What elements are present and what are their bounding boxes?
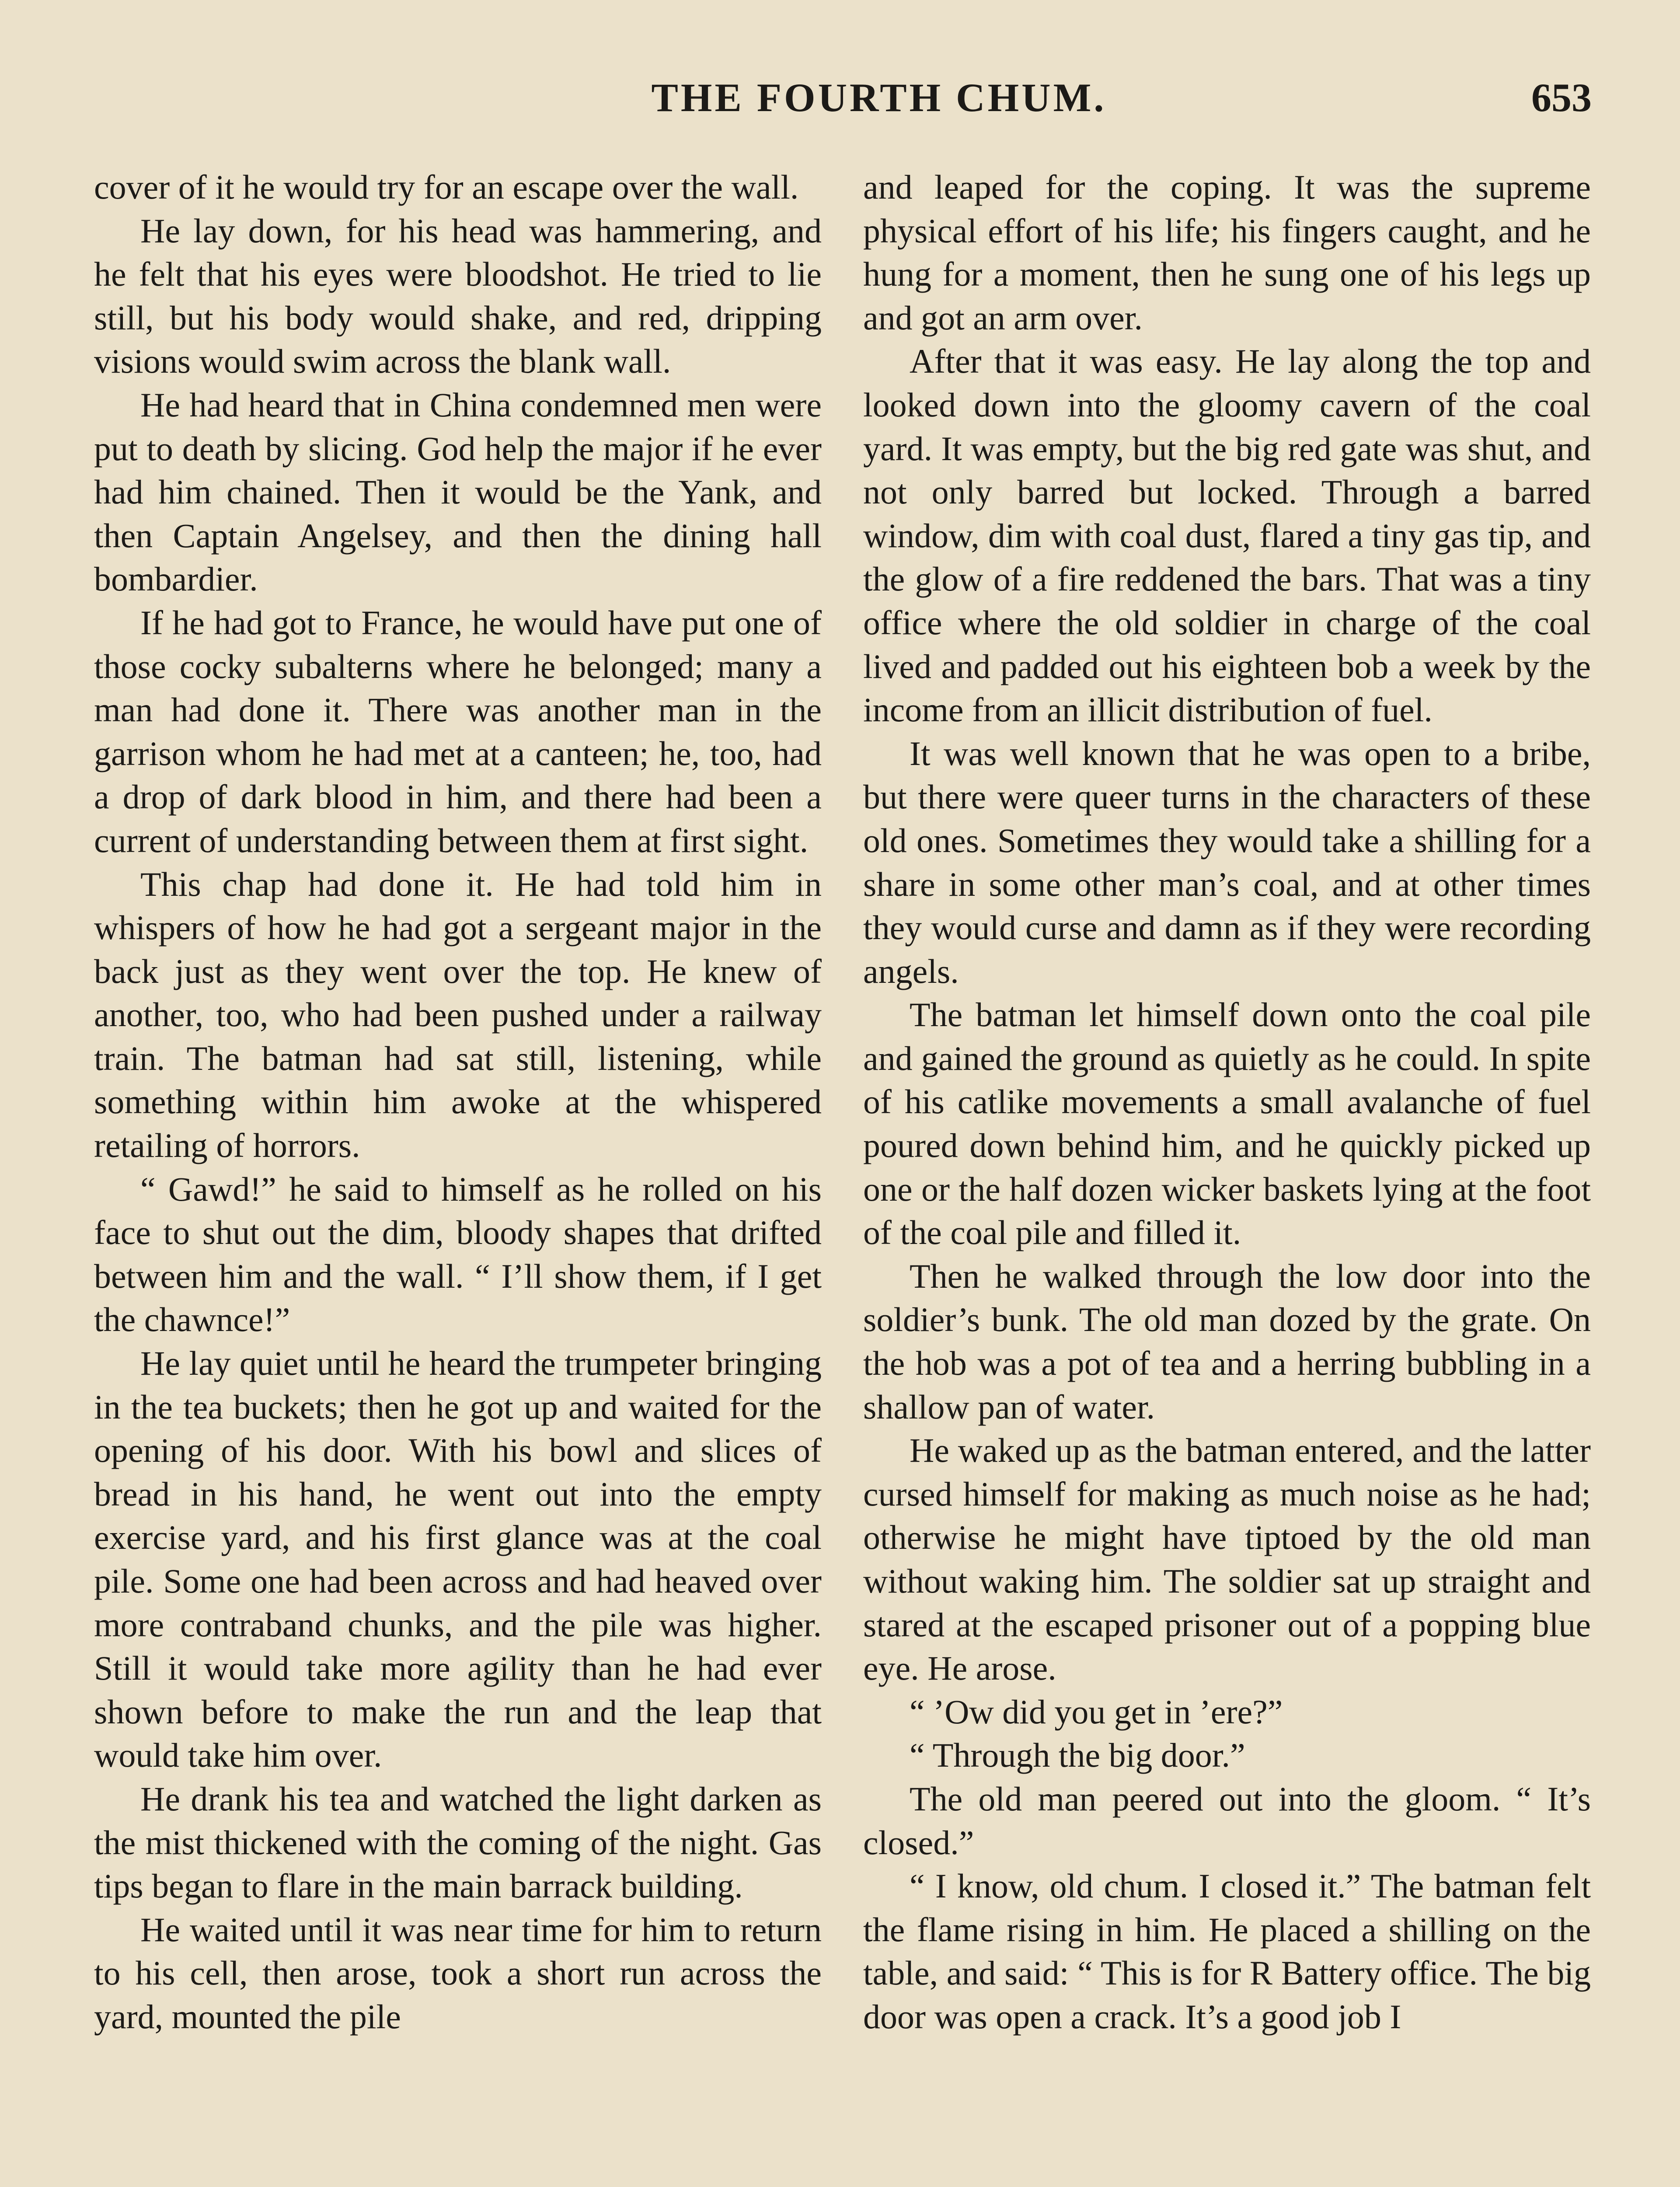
paragraph: “ I know, old chum. I closed it.” The batman felt the flame rising in him. He placed a shilling on the table, and said: “ This is for R Battery office. The big door was open a crack. It’s a good job I (863, 1867, 1591, 2036)
paragraph: If he had got to France, he would have put one of those cocky subalterns where he belonged; many a man had done it. There was another man in the garrison whom he had met at a canteen; he, too, had a drop of dark blood in him, and there had been a current of understanding between them at first sight. (94, 603, 822, 859)
paragraph: He waked up as the batman entered, and the latter cursed himself for making as much noise as he had; otherwise he might have tiptoed by the old man without waking him. The soldier sat up straight and stared at the escaped prisoner out of a popping blue eye. He arose. (863, 1431, 1591, 1687)
paragraph: The batman let himself down onto the coal pile and gained the ground as quietly as he could. In spite of his catlike movements a small avalanche of fuel poured down behind him, and he quickly picked up one or the half dozen wicker baskets lying at the foot of the coal pile and filled it. (863, 996, 1591, 1252)
right-text-column (863, 165, 1591, 2039)
paragraph: “ Gawd!” he said to himself as he rolled on his face to shut out the dim, bloody shapes that drifted between him and the wall. “ I’ll show them, if I get the chawnce!” (94, 1170, 822, 1339)
paragraph: He drank his tea and watched the light darken as the mist thickened with the coming of the night. Gas tips began to flare in the main barrack building. (94, 1779, 822, 1905)
page-number: 653 (1531, 75, 1592, 120)
paragraph: “ ’Ow did you get in ’ere?” (910, 1692, 1283, 1731)
left-text-column (94, 165, 822, 2039)
paragraph: “ Through the big door.” (910, 1736, 1245, 1775)
running-title: THE FOURTH CHUM. (651, 75, 1107, 120)
paragraph: He had heard that in China condemned men were put to death by slicing. God help the major if he ever had him chained. Then it would be the Yank, and then Captain Angelsey, and then the dining hall bombardier. (94, 385, 822, 598)
paragraph: The old man peered out into the gloom. “ It’s closed.” (863, 1779, 1591, 1862)
paragraph: Then he walked through the low door into the soldier’s bunk. The old man dozed by the grate. On the hob was a pot of tea and a herring bubbling in a shallow pan of water. (863, 1257, 1591, 1426)
paragraph: and leaped for the coping. It was the supreme physical effort of his life; his fingers caught, and he hung for a moment, then he sung one of his legs up and got an arm over. (863, 168, 1591, 337)
paragraph: He lay down, for his head was hammering, and he felt that his eyes were bloodshot. He tried to lie still, but his body would shake, and red, dripping visions would swim across the blank wall. (94, 211, 822, 381)
paragraph: He lay quiet until he heard the trumpeter bringing in the tea buckets; then he got up and waited for the opening of his door. With his bowl and slices of bread in his hand, he went out into the empty exercise yard, and his first glance was at the coal pile. Some one had been across and had heaved over more contraband chunks, and the pile was higher. Still it would take more agility than he had ever shown before to make the run and the leap that would take him over. (94, 1344, 822, 1775)
paragraph: After that it was easy. He lay along the top and looked down into the gloomy cavern of the coal yard. It was empty, but the big red gate was shut, and not only barred but locked. Through a barred window, dim with coal dust, flared a tiny gas tip, and the glow of a fire reddened the bars. That was a tiny office where the old soldier in charge of the coal lived and padded out his eighteen bob a week by the income from an illicit distribution of fuel. (863, 342, 1591, 729)
running-header (166, 74, 1592, 140)
paragraph: It was well known that he was open to a bribe, but there were queer turns in the characters of these old ones. Sometimes they would take a shilling for a share in some other man’s coal, and at other times they would curse and damn as if they were recording angels. (863, 734, 1591, 990)
paragraph: He waited until it was near time for him to return to his cell, then arose, took a short run across the yard, mounted the pile (94, 1910, 822, 2036)
paragraph: cover of it he would try for an escape over the wall. (94, 168, 799, 206)
paragraph: This chap had done it. He had told him in whispers of how he had got a sergeant major in the back just as they went over the top. He knew of another, too, who had been pushed under a railway train. The batman had sat still, listening, while something within him awoke at the whispered retailing of horrors. (94, 865, 822, 1165)
